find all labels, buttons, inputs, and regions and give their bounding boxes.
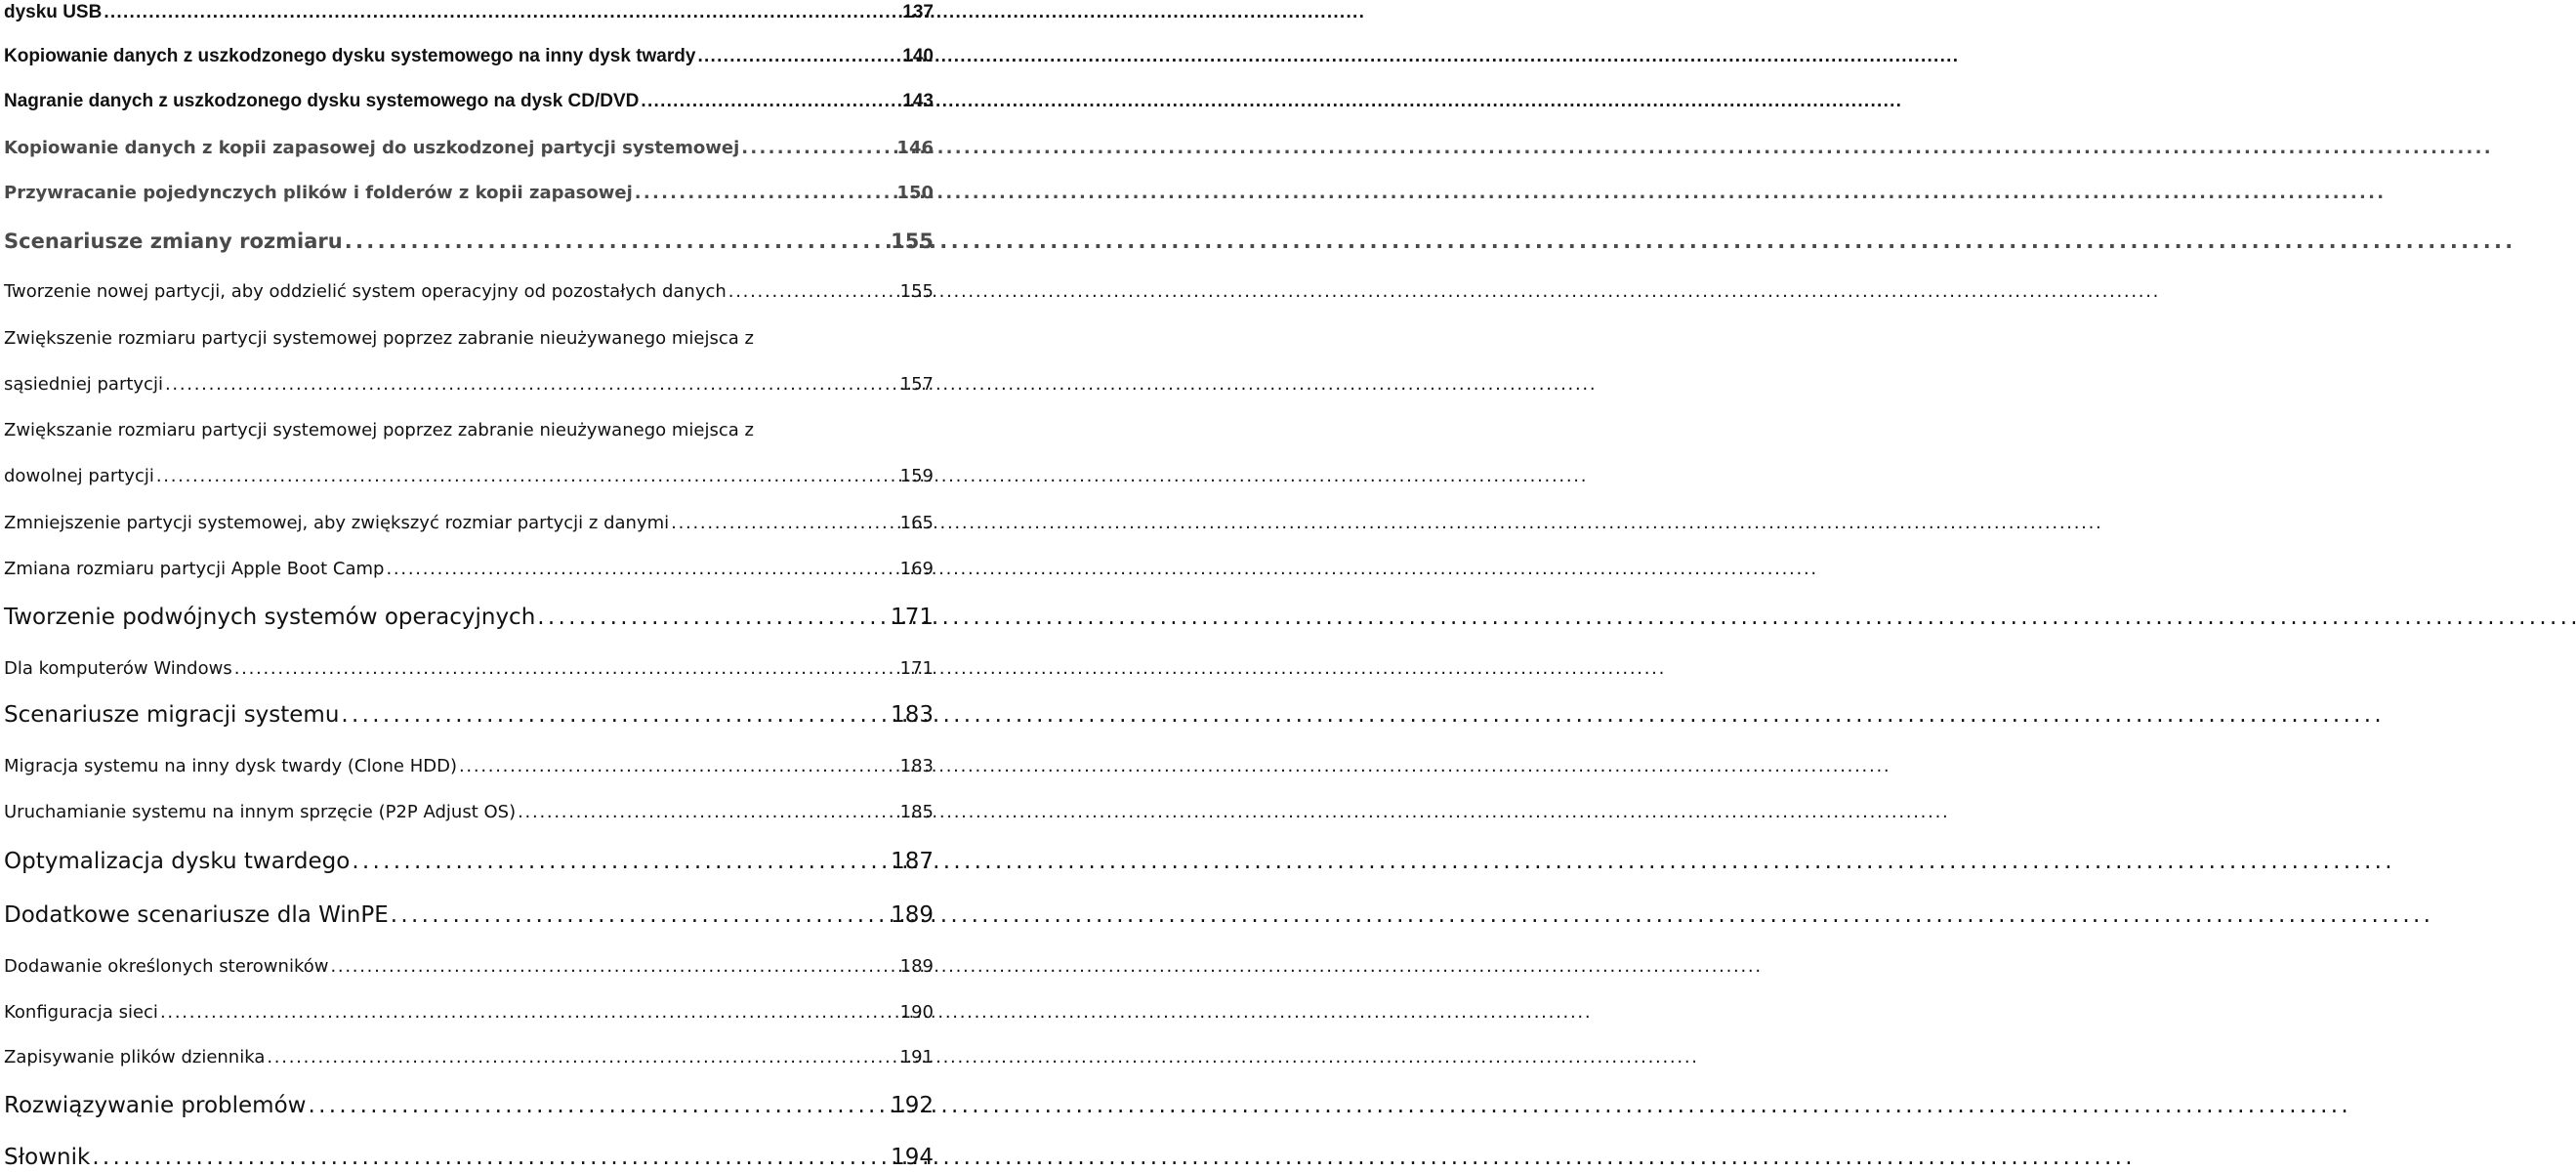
toc-entry[interactable] bbox=[4, 658, 934, 679]
toc-section-entry[interactable] bbox=[4, 702, 934, 728]
toc-leader-dots bbox=[341, 702, 889, 728]
toc-entry-page: 157 bbox=[899, 374, 934, 395]
toc-entry[interactable] bbox=[4, 956, 934, 977]
toc-leader-dots bbox=[92, 1145, 889, 1170]
toc-entry-title: Migracja systemu na inny dysk twardy (Clone HDD) bbox=[4, 756, 457, 776]
toc-entry-title: Przywracanie pojedynczych plików i folderów z kopii zapasowej bbox=[4, 183, 633, 203]
toc-entry[interactable] bbox=[4, 374, 934, 395]
toc-entry-title: Kopiowanie danych z kopii zapasowej do uszkodzonej partycji systemowej bbox=[4, 138, 740, 158]
toc-entry[interactable] bbox=[4, 2, 934, 23]
toc-entry-page: 140 bbox=[902, 46, 934, 66]
toc-entry-title: sąsiedniej partycji bbox=[4, 374, 163, 395]
toc-leader-dots bbox=[160, 1002, 898, 1023]
toc-entry-page: 143 bbox=[902, 91, 934, 111]
toc-entry-page: 183 bbox=[899, 756, 934, 776]
toc-section-entry[interactable] bbox=[4, 1093, 934, 1118]
toc-entry-title: Dodawanie określonych sterowników bbox=[4, 956, 329, 977]
toc-entry-page: 165 bbox=[899, 513, 934, 533]
toc-entry-page: 183 bbox=[891, 702, 934, 728]
toc-leader-dots bbox=[386, 559, 897, 579]
toc-leader-dots bbox=[267, 1047, 897, 1067]
toc-entry-page: 159 bbox=[899, 466, 934, 486]
toc-leader-dots bbox=[728, 281, 898, 302]
toc-entry-title: Konfiguracja sieci bbox=[4, 1002, 158, 1023]
toc-entry-title: Kopiowanie danych z uszkodzonego dysku systemowego na inny dysk twardy bbox=[4, 46, 696, 66]
toc-entry-page: 171 bbox=[899, 658, 934, 679]
toc-entry[interactable] bbox=[4, 1002, 934, 1023]
toc-entry-title: Dodatkowe scenariusze dla WinPE bbox=[4, 902, 389, 928]
toc-entry-title: Dla komputerów Windows bbox=[4, 658, 232, 679]
toc-entry[interactable] bbox=[4, 138, 934, 158]
toc-entry-page: 169 bbox=[899, 559, 934, 579]
toc-entry[interactable] bbox=[4, 281, 934, 302]
toc-entry-title: dysku USB bbox=[4, 2, 103, 22]
toc-entry-title: Tworzenie nowej partycji, aby oddzielić system operacyjny od pozostałych danych bbox=[4, 281, 727, 302]
toc-entry[interactable] bbox=[4, 1047, 934, 1067]
toc-leader-dots bbox=[641, 91, 900, 112]
toc-section-entry[interactable] bbox=[4, 230, 934, 253]
toc-entry[interactable] bbox=[4, 559, 934, 579]
toc-entry-title-line1: Zwiększenie rozmiaru partycji systemowej poprzez zabranie nieużywanego miejsca z bbox=[4, 328, 754, 349]
toc-entry-page: 194 bbox=[891, 1145, 934, 1170]
toc-leader-dots bbox=[459, 756, 898, 776]
toc-section-entry[interactable] bbox=[4, 1145, 934, 1170]
toc-entry-title: Rozwiązywanie problemów bbox=[4, 1093, 307, 1118]
toc-entry[interactable] bbox=[4, 183, 934, 203]
toc-entry[interactable] bbox=[4, 91, 934, 112]
toc-leader-dots bbox=[671, 513, 898, 533]
toc-entry[interactable] bbox=[4, 46, 934, 67]
toc-entry-title: Nagranie danych z uszkodzonego dysku systemowego na dysk CD/DVD bbox=[4, 91, 640, 111]
toc-leader-dots bbox=[352, 849, 889, 874]
toc-leader-dots bbox=[518, 802, 898, 822]
toc-entry-page: 189 bbox=[899, 956, 934, 977]
toc-leader-dots bbox=[635, 183, 895, 203]
toc-leader-dots bbox=[537, 605, 889, 630]
toc-leader-dots bbox=[391, 902, 889, 928]
toc-entry-page: 150 bbox=[896, 183, 934, 203]
toc-entry-page: 192 bbox=[891, 1093, 934, 1118]
toc-section-entry[interactable] bbox=[4, 902, 934, 928]
toc-leader-dots bbox=[104, 2, 900, 23]
toc-leader-dots bbox=[308, 1093, 889, 1118]
toc-leader-dots bbox=[165, 374, 898, 395]
toc-entry[interactable] bbox=[4, 802, 934, 822]
toc-entry-page: 185 bbox=[899, 802, 934, 822]
toc-entry-page: 187 bbox=[891, 849, 934, 874]
toc-entry-title: dowolnej partycji bbox=[4, 466, 154, 486]
toc-entry-title: Tworzenie podwójnych systemów operacyjnych bbox=[4, 605, 536, 630]
toc-entry-title: Zapisywanie plików dziennika bbox=[4, 1047, 266, 1067]
toc-entry-title: Słownik bbox=[4, 1145, 91, 1170]
toc-entry-title: Scenariusze zmiany rozmiaru bbox=[4, 230, 343, 253]
toc-leader-dots bbox=[156, 466, 898, 486]
toc-leader-dots bbox=[234, 658, 898, 679]
toc-section-entry[interactable] bbox=[4, 849, 934, 874]
toc-entry-page: 146 bbox=[896, 138, 934, 158]
toc-entry-page: 190 bbox=[899, 1002, 934, 1023]
toc-leader-dots bbox=[345, 230, 889, 253]
toc-entry-title: Zmiana rozmiaru partycji Apple Boot Camp bbox=[4, 559, 385, 579]
toc-leader-dots bbox=[697, 46, 900, 67]
toc-entry-title-line1: Zwiększanie rozmiaru partycji systemowej poprzez zabranie nieużywanego miejsca z bbox=[4, 420, 754, 440]
toc-entry[interactable] bbox=[4, 513, 934, 533]
table-of-contents bbox=[0, 0, 937, 1172]
toc-entry-page: 137 bbox=[902, 2, 934, 22]
toc-entry-title: Scenariusze migracji systemu bbox=[4, 702, 340, 728]
toc-entry-page: 171 bbox=[891, 605, 934, 630]
toc-entry-page: 191 bbox=[899, 1047, 934, 1067]
toc-leader-dots bbox=[741, 138, 894, 158]
toc-entry-page: 155 bbox=[891, 230, 934, 253]
toc-entry-title: Zmniejszenie partycji systemowej, aby zwiększyć rozmiar partycji z danymi bbox=[4, 513, 670, 533]
toc-entry-title: Uruchamianie systemu na innym sprzęcie (P2P Adjust OS) bbox=[4, 802, 517, 822]
toc-entry[interactable] bbox=[4, 756, 934, 776]
toc-section-entry[interactable] bbox=[4, 605, 934, 630]
toc-leader-dots bbox=[330, 956, 897, 977]
toc-entry-page: 189 bbox=[891, 902, 934, 928]
toc-entry-title: Optymalizacja dysku twardego bbox=[4, 849, 351, 874]
toc-entry[interactable] bbox=[4, 466, 934, 486]
toc-entry-page: 155 bbox=[899, 281, 934, 302]
